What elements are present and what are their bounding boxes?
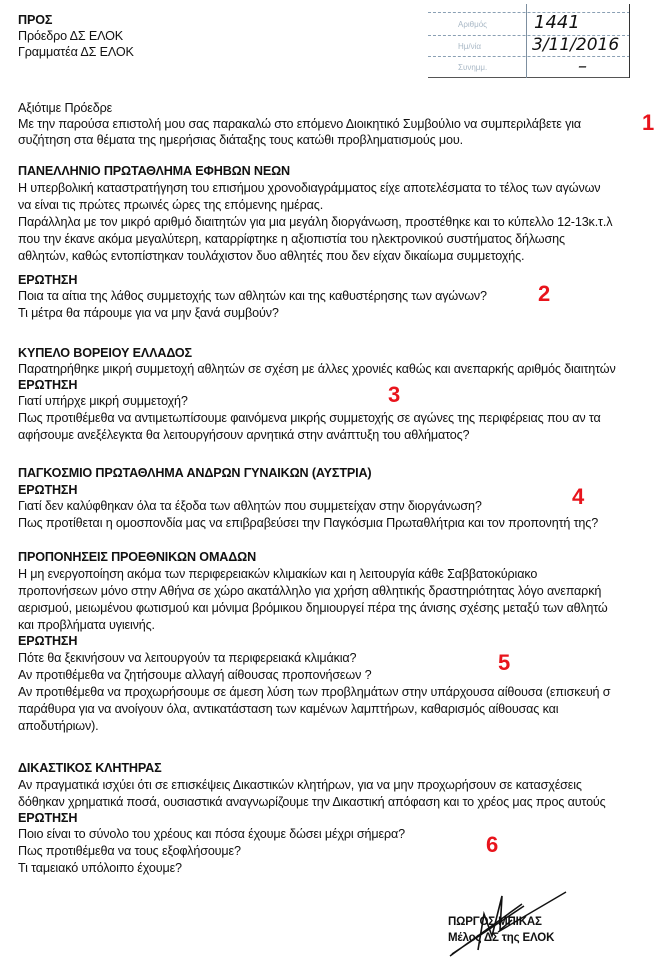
section-title: ΠΑΝΕΛΛΗΝΙΟ ΠΡΩΤΑΘΛΗΜΑ ΕΦΗΒΩΝ ΝΕΩΝ — [18, 164, 290, 178]
section-body-line: Αν πραγματικά ισχύει ότι σε επισκέψεις Δικαστικών κλητήρων, για να μην προχωρήσουν σε κατασχέσεις — [18, 778, 582, 792]
question-line: Πως προτιθέμεθα να αντιμετωπίσουμε φαινόμενα μικρής συμμετοχής σε αγώνες της περιφέρειας που αν τα — [18, 411, 601, 425]
annotation-number: 6 — [486, 832, 499, 857]
question-label: ΕΡΩΤΗΣΗ — [18, 273, 78, 287]
question-line: αποδυτήριων). — [18, 719, 99, 733]
section-body-line: Η υπερβολική καταστρατήγηση του επισήμου χρονοδιαγράμματος είχε αποτελέσματα το τέλος των αγώνων — [18, 181, 601, 195]
intro-line: Με την παρούσα επιστολή μου σας παρακαλώ στο επόμενο Διοικητικό Συμβούλιο να συμπεριλάβετε για — [18, 117, 581, 131]
question-line: παράθυρα για να ανοίγουν όλα, αντικατάσταση των καμένων λαμπτήρων, καθαρισμός αίθουσας και — [18, 702, 559, 716]
protocol-number: 1441 — [534, 12, 580, 33]
question-line: Πως προτίθεται η ομοσπονδία μας να επιβραβεύσει την Παγκόσμια Πρωταθλήτρια και τον προπονητή της? — [18, 516, 599, 530]
question-label: ΕΡΩΤΗΣΗ — [18, 634, 78, 648]
question-line: Αν προτιθέμεθα να ζητήσουμε αλλαγή αίθουσας προπονήσεων ? — [18, 668, 372, 682]
question-line: αφήσουμε ανεξέλεγκτα θα λειτουργήσουν αρνητικά στην ανάπτυξη του αθλήματος? — [18, 428, 470, 442]
annotation-number: 1 — [642, 110, 655, 135]
section-body-line: Παρατηρήθηκε μικρή συμμετοχή αθλητών σε σχέση με άλλες χρονιές καθώς και ανεπαρκής αριθμός διαιτητών — [18, 362, 616, 376]
section-title: ΔΙΚΑΣΤΙΚΟΣ ΚΛΗΤΗΡΑΣ — [18, 761, 162, 775]
greeting: Αξιότιμε Πρόεδρε — [18, 101, 113, 115]
stamp-label-date: Ημ/νία — [458, 42, 482, 51]
stamp-label-attachments: Συνημμ. — [458, 63, 488, 72]
question-label: ΕΡΩΤΗΣΗ — [18, 483, 78, 497]
question-label: ΕΡΩΤΗΣΗ — [18, 378, 78, 392]
section-title: ΠΡΟΠΟΝΗΣΕΙΣ ΠΡΟΕΘΝΙΚΩΝ ΟΜΑΔΩΝ — [18, 550, 257, 564]
annotation-number: 5 — [498, 650, 511, 675]
section-body-line: που την έκανε ακόμα μεγαλύτερη, καταρρίφτηκε η αξιοπιστία του ηλεκτρονικού συστήματος δήλωσης — [18, 232, 565, 246]
section-body-line: αθλητών, καθώς εντοπίστηκαν τουλάχιστον δυο αθλητές που δεν είχαν δικαίωμα συμμετοχής. — [18, 249, 525, 263]
section-body-line: Η μη ενεργοποίηση ακόμα των περιφερειακών κλιμακίων και η λειτουργία κάθε Σαββατοκύριακο — [18, 567, 538, 581]
section-title: ΚΥΠΕΛΟ ΒΟΡΕΙΟΥ ΕΛΛΑΔΟΣ — [18, 346, 192, 360]
signatory-role: Μέλος ΔΣ της ΕΛΟΚ — [448, 932, 555, 944]
section-body-line: προπονήσεων μόνο στην Αθήνα σε χώρο ακατάλληλο για χρήση αθλητικής δραστηριότητας λόγο ανεπαρκή — [18, 584, 602, 598]
section-body-line: αερισμού, μειωμένου φωτισμού και μόνιμα βρόμικου δημιουργεί πέρα της άνισης σχέσης μεταξύ των αθλητώ — [18, 601, 608, 615]
protocol-date: 3/11/2016 — [532, 35, 620, 55]
section-title: ΠΑΓΚΟΣΜΙΟ ΠΡΩΤΑΘΛΗΜΑ ΑΝΔΡΩΝ ΓΥΝΑΙΚΩΝ (ΑΥΣΤΡΙΑ) — [18, 466, 372, 480]
question-line: Γιατί δεν καλύφθηκαν όλα τα έξοδα των αθλητών που συμμετείχαν στην διοργάνωση? — [18, 499, 482, 513]
question-line: Ποιο είναι το σύνολο του χρέους και πόσα έχουμε δώσει μέχρι σήμερα? — [18, 827, 405, 841]
recipient-president: Πρόεδρο ΔΣ ΕΛΟΚ — [18, 29, 124, 43]
annotation-number: 2 — [538, 281, 551, 306]
question-line: Αν προτιθέμεθα να προχωρήσουμε σε άμεση λύση των προβλημάτων στην υπάρχουσα αίθουσα (επισκευή σ — [18, 685, 611, 699]
protocol-stamp — [428, 4, 630, 78]
signatory-name: ΠΩΡΓΟΣ ΜΠΙΚΑΣ — [448, 916, 542, 928]
to-label: ΠΡΟΣ — [18, 13, 53, 27]
handwritten-signature — [440, 890, 590, 960]
question-line: Τι μέτρα θα πάρουμε για να μην ξανά συμβούν? — [18, 306, 279, 320]
section-body-line: Παράλληλα με τον μικρό αριθμό διαιτητών για μια μεγάλη διοργάνωση, προστέθηκε και το κύπελλο 12-13κ.τ.λ — [18, 215, 613, 229]
section-body-line: και προβλήματα υγιεινής. — [18, 618, 155, 632]
question-line: Ποια τα αίτια της λάθος συμμετοχής των αθλητών και της καθυστέρησης των αγώνων? — [18, 289, 487, 303]
question-label: ΕΡΩΤΗΣΗ — [18, 811, 78, 825]
question-line: Τι ταμειακό υπόλοιπο έχουμε? — [18, 861, 182, 875]
intro-line: συζήτηση στα θέματα της ημερήσιας διάταξης τους κατώθι προβληματισμούς μου. — [18, 133, 463, 147]
question-line: Γιατί υπήρχε μικρή συμμετοχή? — [18, 394, 188, 408]
recipient-secretary: Γραμματέα ΔΣ ΕΛΟΚ — [18, 45, 134, 59]
protocol-attachments: – — [578, 56, 587, 77]
stamp-label-number: Αριθμός — [458, 20, 488, 29]
question-line: Πότε θα ξεκινήσουν να λειτουργούν τα περιφερειακά κλιμάκια? — [18, 651, 357, 665]
section-body-line: να είναι τις πρώτες πρωινές ώρες της επόμενης ημέρας. — [18, 198, 324, 212]
annotation-number: 3 — [388, 382, 401, 407]
question-line: Πως προτιθέμεθα να τους εξοφλήσουμε? — [18, 844, 241, 858]
section-body-line: δόθηκαν χρηματικά ποσά, ουσιαστικά αναγνωρίζουμε την Δικαστική απόφαση και το χρέος μας προς αυτούς — [18, 795, 606, 809]
annotation-number: 4 — [572, 484, 585, 509]
